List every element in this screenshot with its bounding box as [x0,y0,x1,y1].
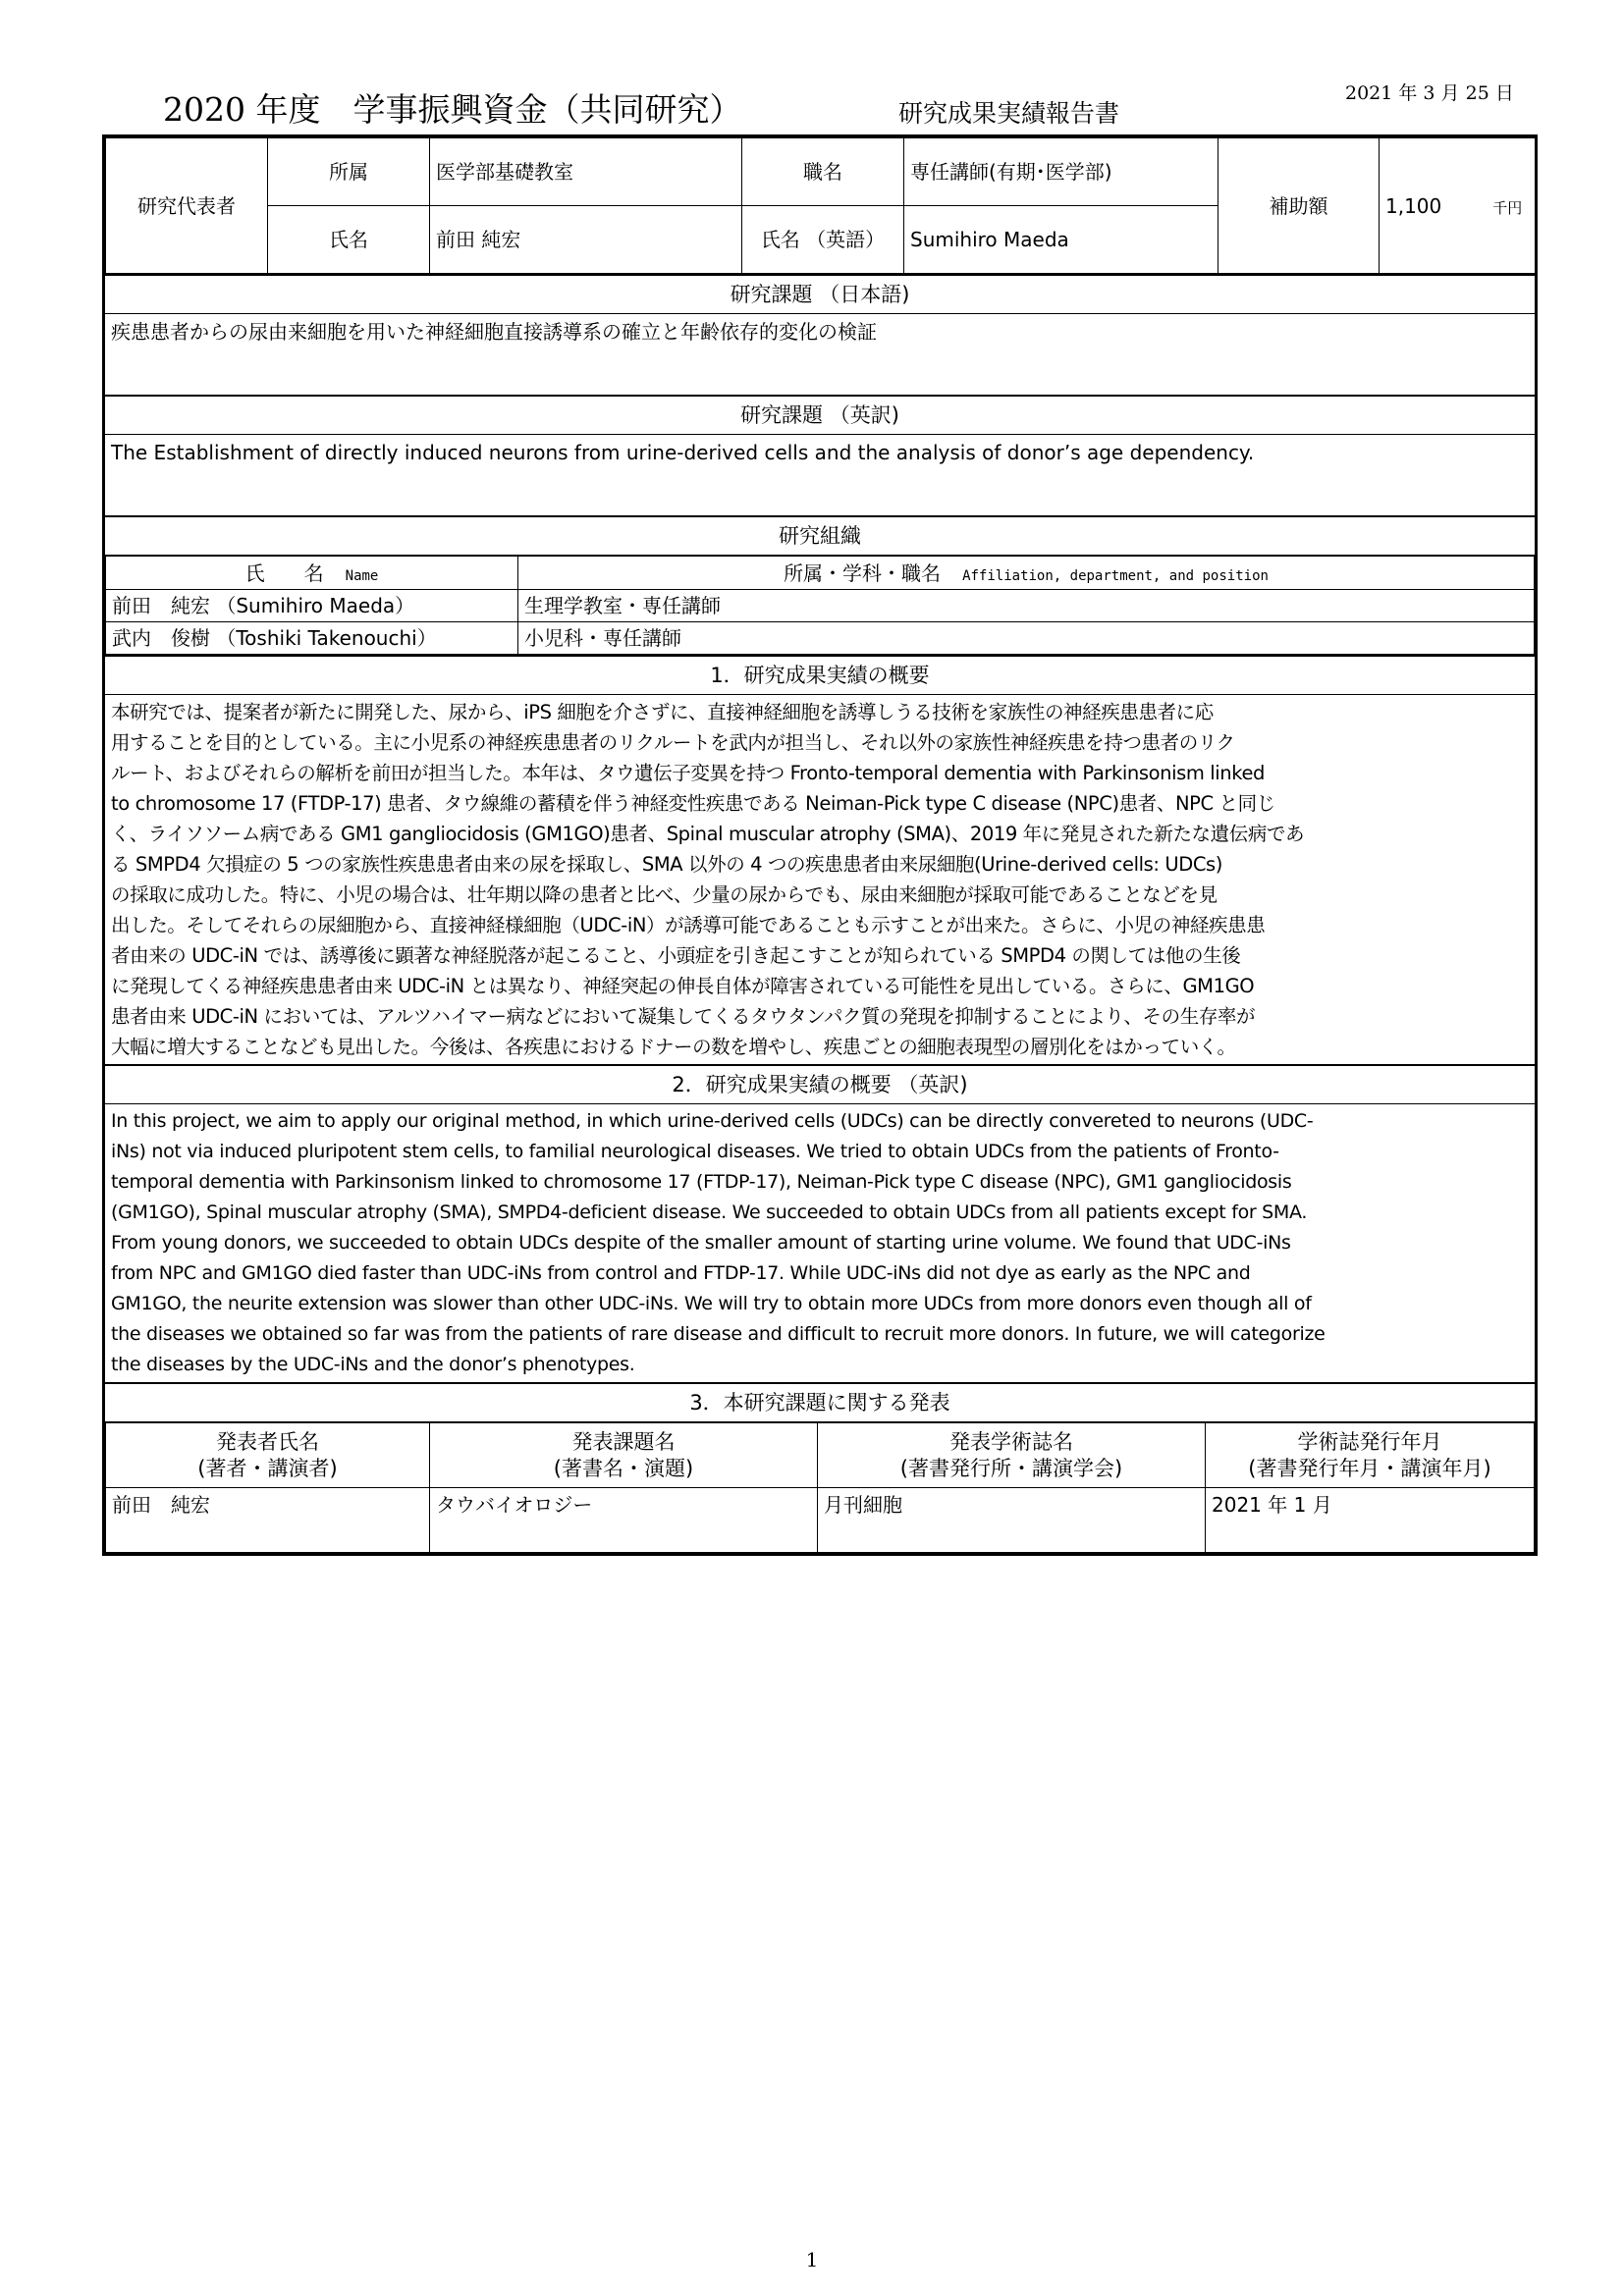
summary-ja-line: 出した。そしてそれらの尿細胞から、直接神経様細胞（UDC-iN）が誘導可能であることも示すことが出来た。さらに、小児の神経疾患患 [111,914,1266,936]
name-en-label: 氏名 （英語） [742,206,904,274]
summary-en-line: GM1GO, the neurite extension was slower than other UDC-iNs. We will try to obtain more UDCs from more donors even though all of [111,1293,1312,1314]
title-ja-value: 疾患患者からの尿由来細胞を用いた神経細胞直接誘導系の確立と年齢依存的変化の検証 [111,320,877,344]
pub-author: 前田 純宏 [106,1488,430,1553]
summary-ja-line: to chromosome 17 (FTDP-17) 患者、タウ線維の蓄積を伴う神経変性疾患である Neiman-Pick type C disease (NPC)患者、NPC と同じ [111,792,1275,815]
summary-en-line: the diseases we obtained so far was from the patients of rare disease and difficult to recruit more donors. In future, we will categorize [111,1323,1326,1345]
report-title: 2020 年度 学事振興資金（共同研究） [163,90,742,129]
pub-col-author-line2: (著者・講演者) [197,1456,338,1480]
organization-table [105,556,1535,655]
report-form [102,134,1538,1556]
report-date: 2021 年 3 月 25 日 [1345,82,1514,104]
grant-value: 1,100 [1385,193,1442,218]
summary-ja-line: に発現してくる神経疾患患者由来 UDC-iN とは異なり、神経突起の伸長自体が障害されている可能性を見出している。さらに、GM1GO [111,975,1255,997]
grant-label: 補助額 [1218,138,1380,274]
pub-col-title-line2: (著書名・演題) [553,1456,694,1480]
table-row [106,590,1535,622]
organization-heading: 研究組織 [105,515,1535,556]
summary-en-line: In this project, we aim to apply our original method, in which urine-derived cells (UDCs) can be directly convereted to neurons (UDC- [111,1110,1314,1132]
grant-cell [1380,138,1536,274]
pub-col-journal-line1: 発表学術誌名 [949,1429,1073,1454]
summary-en-line: the diseases by the UDC-iNs and the donor’s phenotypes. [111,1354,635,1375]
summary-ja-line: る SMPD4 欠損症の 5 つの家族性疾患患者由来の尿を採取し、SMA 以外の 4 つの疾患患者由来尿細胞(Urine-derived cells: UDCs) [111,853,1223,876]
pub-title: タウバイオロジー [430,1488,818,1553]
pub-col-date-line2: (著書発行年月・講演年月) [1248,1456,1491,1480]
table-row [106,1488,1535,1553]
org-col-affil-en: Affiliation, department, and position [962,567,1269,584]
pub-col-title [430,1423,818,1488]
member-affil: 生理学教室・専任講師 [518,590,1535,622]
summary-ja-line: の採取に成功した。特に、小児の場合は、壮年期以降の患者と比べ、少量の尿からでも、尿由来細胞が採取可能であることなどを見 [111,883,1218,906]
org-col-affil [518,557,1535,590]
page-number: 1 [805,2248,819,2271]
grant-unit: 千円 [1492,198,1523,217]
name-label: 氏名 [268,206,430,274]
member-name: 前田 純宏 （Sumihiro Maeda） [106,590,518,622]
affiliation-value: 医学部基礎教室 [430,138,742,206]
summary-en-heading: 2．研究成果実績の概要 （英訳) [105,1064,1535,1104]
summary-en-line: From young donors, we succeeded to obtain UDCs despite of the smaller amount of starting urine volume. We found that UDC-iNs [111,1232,1291,1254]
summary-ja-line: 者由来の UDC-iN では、誘導後に顕著な神経脱落が起こること、小頭症を引き起こすことが知られている SMPD4 の関しては他の生後 [111,944,1241,967]
summary-en-body [105,1104,1535,1382]
summary-en-line: (GM1GO), Spinal muscular atrophy (SMA), SMPD4-deficient disease. We succeeded to obtain UDCs from all patients except for SMA. [111,1201,1308,1223]
org-col-name-en: Name [345,567,379,584]
org-col-name [106,557,518,590]
representative-label: 研究代表者 [106,138,268,274]
summary-ja-line: ルート、およびそれらの解析を前田が担当した。本年は、タウ遺伝子変異を持つ Fronto-temporal dementia with Parkinsonism linked [111,762,1266,784]
summary-ja-line: 患者由来 UDC-iN においては、アルツハイマー病などにおいて凝集してくるタウタンパク質の発現を抑制することにより、その生存率が [111,1005,1256,1028]
summary-en-line: iNs) not via induced pluripotent stem cells, to familial neurological diseases. We tried to obtain UDCs from the patients of Fronto- [111,1141,1279,1162]
pub-col-journal [818,1423,1206,1488]
org-col-affil-ja: 所属・学科・職名 [784,561,942,585]
report-subtitle: 研究成果実績報告書 [898,99,1120,128]
publications-table [105,1422,1535,1553]
title-en-value: The Establishment of directly induced neurons from urine-derived cells and the analysis of donor’s age dependency. [111,441,1255,464]
summary-ja-line: 大幅に増大することなども見出した。今後は、各疾患におけるドナーの数を増やし、疾患ごとの細胞表現型の層別化をはかっていく。 [111,1036,1236,1058]
member-affil: 小児科・専任講師 [518,622,1535,655]
info-table [105,137,1536,274]
position-value: 専任講師(有期･医学部) [904,138,1218,206]
pub-journal: 月刊細胞 [818,1488,1206,1553]
pub-col-author-line1: 発表者氏名 [216,1429,319,1454]
publications-heading: 3．本研究課題に関する発表 [105,1382,1535,1422]
pub-date: 2021 年 1 月 [1206,1488,1535,1553]
pub-col-date-line1: 学術誌発行年月 [1297,1429,1442,1454]
pub-col-author [106,1423,430,1488]
title-ja-heading: 研究課題 （日本語) [105,274,1535,314]
pub-col-title-line1: 発表課題名 [571,1429,676,1454]
title-en-heading: 研究課題 （英訳) [105,395,1535,435]
name-value: 前田 純宏 [430,206,742,274]
pub-col-journal-line2: (著書発行所・講演学会) [899,1456,1123,1480]
summary-ja-body [105,695,1535,1064]
name-en-value: Sumihiro Maeda [904,206,1218,274]
member-name: 武内 俊樹 （Toshiki Takenouchi） [106,622,518,655]
summary-ja-heading: 1．研究成果実績の概要 [105,655,1535,695]
summary-en-line: from NPC and GM1GO died faster than UDC-iNs from control and FTDP-17. While UDC-iNs did not dye as early as the NPC and [111,1262,1251,1284]
pub-col-date [1206,1423,1535,1488]
org-col-name-ja: 氏 名 [244,561,324,585]
table-row [106,622,1535,655]
affiliation-label: 所属 [268,138,430,206]
summary-ja-line: 本研究では、提案者が新たに開発した、尿から、iPS 細胞を介さずに、直接神経細胞を誘導しうる技術を家族性の神経疾患患者に応 [111,701,1214,723]
summary-ja-line: 用することを目的としている。主に小児系の神経疾患患者のリクルートを武内が担当し、それ以外の家族性神経疾患を持つ患者のリク [111,731,1235,754]
summary-en-line: temporal dementia with Parkinsonism linked to chromosome 17 (FTDP-17), Neiman-Pick type C disease (NPC), GM1 gangliocidosis [111,1171,1292,1193]
position-label: 職名 [742,138,904,206]
summary-ja-line: く、ライソソーム病である GM1 gangliocidosis (GM1GO)患者、Spinal muscular atrophy (SMA)、2019 年に発見された新たな遺伝病であ [111,823,1305,845]
